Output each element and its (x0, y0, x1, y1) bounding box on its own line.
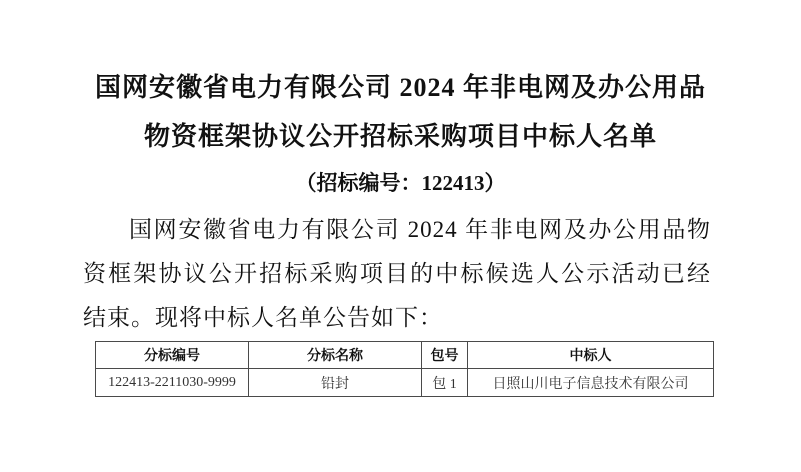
header-lot-number: 分标编号 (96, 342, 249, 369)
body-paragraph-line2: 资框架协议公开招标采购项目的中标候选人公示活动已经 (83, 261, 711, 286)
document-title-line1: 国网安徽省电力有限公司 2024 年非电网及办公用品 (94, 73, 706, 102)
body-paragraph-line1: 国网安徽省电力有限公司 2024 年非电网及办公用品物 (129, 217, 711, 242)
header-lot-name: 分标名称 (249, 342, 422, 369)
header-package-number: 包号 (422, 342, 468, 369)
bid-number-subtitle: （招标编号：122413） (295, 171, 506, 195)
cell-lot-number: 122413-2211030-9999 (96, 369, 249, 397)
table-row (96, 369, 714, 397)
body-paragraph-line3: 结束。现将中标人名单公告如下： (83, 305, 443, 330)
cell-package-number: 包 1 (422, 369, 468, 397)
cell-lot-name: 铅封 (249, 369, 422, 397)
winner-table-header-row (96, 342, 714, 369)
document-title-line2: 物资框架协议公开招标采购项目中标人名单 (143, 122, 657, 151)
header-winner: 中标人 (468, 342, 714, 369)
winner-table (95, 341, 714, 397)
cell-winner: 日照山川电子信息技术有限公司 (468, 369, 714, 397)
